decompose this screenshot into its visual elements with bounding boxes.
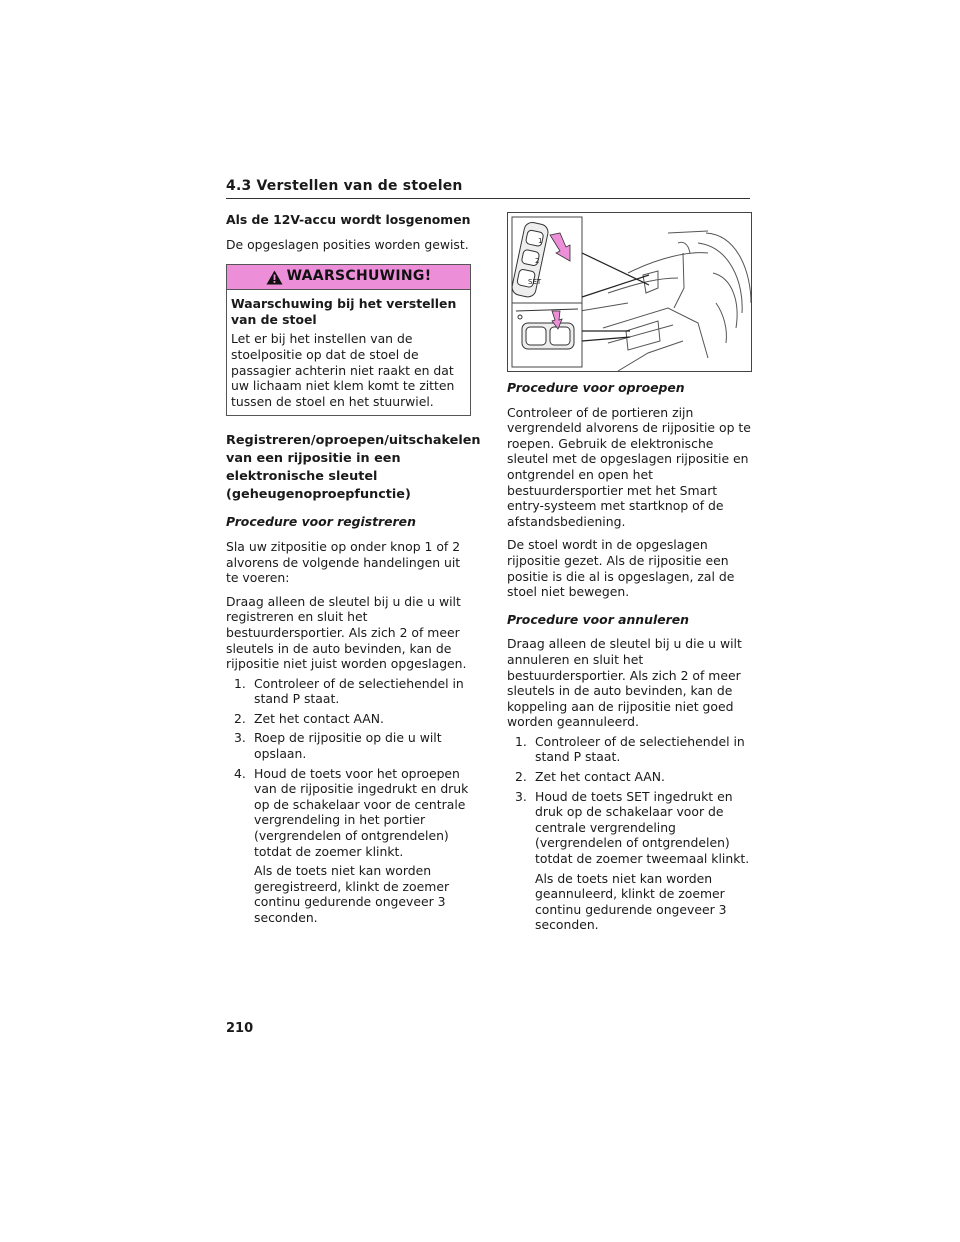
register-steps: [226, 676, 471, 926]
list-item: 3. Houd de toets SET ingedrukt en druk op de schakelaar voor de centrale vergrendeling (vergrendelen of ontgrendelen) totdat de zoemer tweemaal klinkt. Als de toets niet kan worden geannuleerd, klinkt de zoemer continu gedurende ongeveer 3 seconden.: [515, 789, 755, 933]
recall-procedure-heading: Procedure voor oproepen: [507, 380, 685, 395]
memory-heading: Registreren/oproepen/uitschakelen van een rijpositie in een elektronische sleutel (geheugenoproepfunctie): [226, 433, 481, 503]
door-switch-illustration: [507, 212, 752, 372]
step-note: Als de toets niet kan worden geannuleerd, klinkt de zoemer continu gedurende ongeveer 3 seconden.: [535, 870, 727, 933]
memory-button-1-label: 1: [538, 237, 543, 245]
step-note: Als de toets niet kan worden geregistreerd, klinkt de zoemer continu gedurende ongeveer 3 seconden.: [254, 863, 450, 925]
register-procedure-heading: Procedure voor registreren: [226, 514, 416, 530]
list-item: 4. Houd de toets voor het oproepen van de rijpositie ingedrukt en druk op de schakelaar voor de centrale vergrendeling in het portier (vergrendelen of ontgrendelen) totdat de zoemer klinkt. Als de toets niet kan worden geregistreerd, klinkt de zoemer continu gedurende ongeveer 3 seconden.: [234, 766, 471, 926]
list-item: 1. Controleer of de selectiehendel in stand P staat.: [515, 733, 745, 765]
cancel-steps: [507, 734, 755, 933]
list-item: 2. Zet het contact AAN.: [515, 769, 665, 785]
warning-triangle-icon: [266, 270, 283, 285]
cancel-text: Draag alleen de sleutel bij u die u wilt annuleren en sluit het bestuurdersportier. Als zich 2 of meer sleutels in de auto bevinden, kan de koppeling aan de rijpositie niet goed worden geannuleerd.: [507, 636, 742, 730]
set-button-label: SET: [528, 278, 542, 286]
warning-label: WAARSCHUWING!: [286, 268, 432, 285]
battery-text: De opgeslagen posities worden gewist.: [226, 236, 469, 252]
register-intro: Sla uw zitpositie op onder knop 1 of 2 alvorens de volgende handelingen uit te voeren:: [226, 538, 461, 586]
left-column: [226, 212, 481, 930]
right-column: [507, 380, 755, 937]
battery-heading: Als de 12V-accu wordt losgenomen: [226, 212, 471, 227]
door-panel-drawing: [508, 213, 751, 371]
section-title: 4.3 Verstellen van de stoelen: [226, 178, 463, 194]
list-item: 1. Controleer of de selectiehendel in stand P staat.: [234, 675, 464, 707]
warning-box: [226, 264, 471, 416]
warning-text: Let er bij het instellen van de stoelpositie op dat de stoel de passagier achterin niet raakt en dat uw lichaam niet klem komt te zitten tussen de stoel en het stuurwiel.: [231, 331, 455, 409]
warning-title: Waarschuwing bij het verstellen van de stoel: [231, 296, 457, 327]
list-item: 2. Zet het contact AAN.: [234, 710, 384, 726]
list-item: 3. Roep de rijpositie op die u wilt opslaan.: [234, 730, 442, 762]
warning-body: [227, 290, 470, 415]
recall-text-1: Controleer of de portieren zijn vergrendeld alvorens de rijpositie op te roepen. Gebruik de elektronische sleutel met de opgeslagen rijpositie en ontgrendel en open het bestuurdersportier met het Smart entry-systeem met startknop of de afstandsbediening.: [507, 404, 751, 529]
page-number: 210: [226, 1021, 254, 1036]
memory-button-2-label: 2: [535, 257, 540, 265]
section-header: [226, 178, 750, 199]
warning-header: [227, 265, 470, 290]
register-key-note: Draag alleen de sleutel bij u die u wilt registreren en sluit het bestuurdersportier. Als zich 2 of meer sleutels in de auto bevinden, kan de rijpositie niet juist worden opgeslagen.: [226, 593, 467, 672]
recall-text-2: De stoel wordt in de opgeslagen rijpositie gezet. Als de rijpositie een positie is die al is opgeslagen, zal de stoel niet bewegen.: [507, 537, 735, 600]
cancel-procedure-heading: Procedure voor annuleren: [507, 611, 689, 627]
